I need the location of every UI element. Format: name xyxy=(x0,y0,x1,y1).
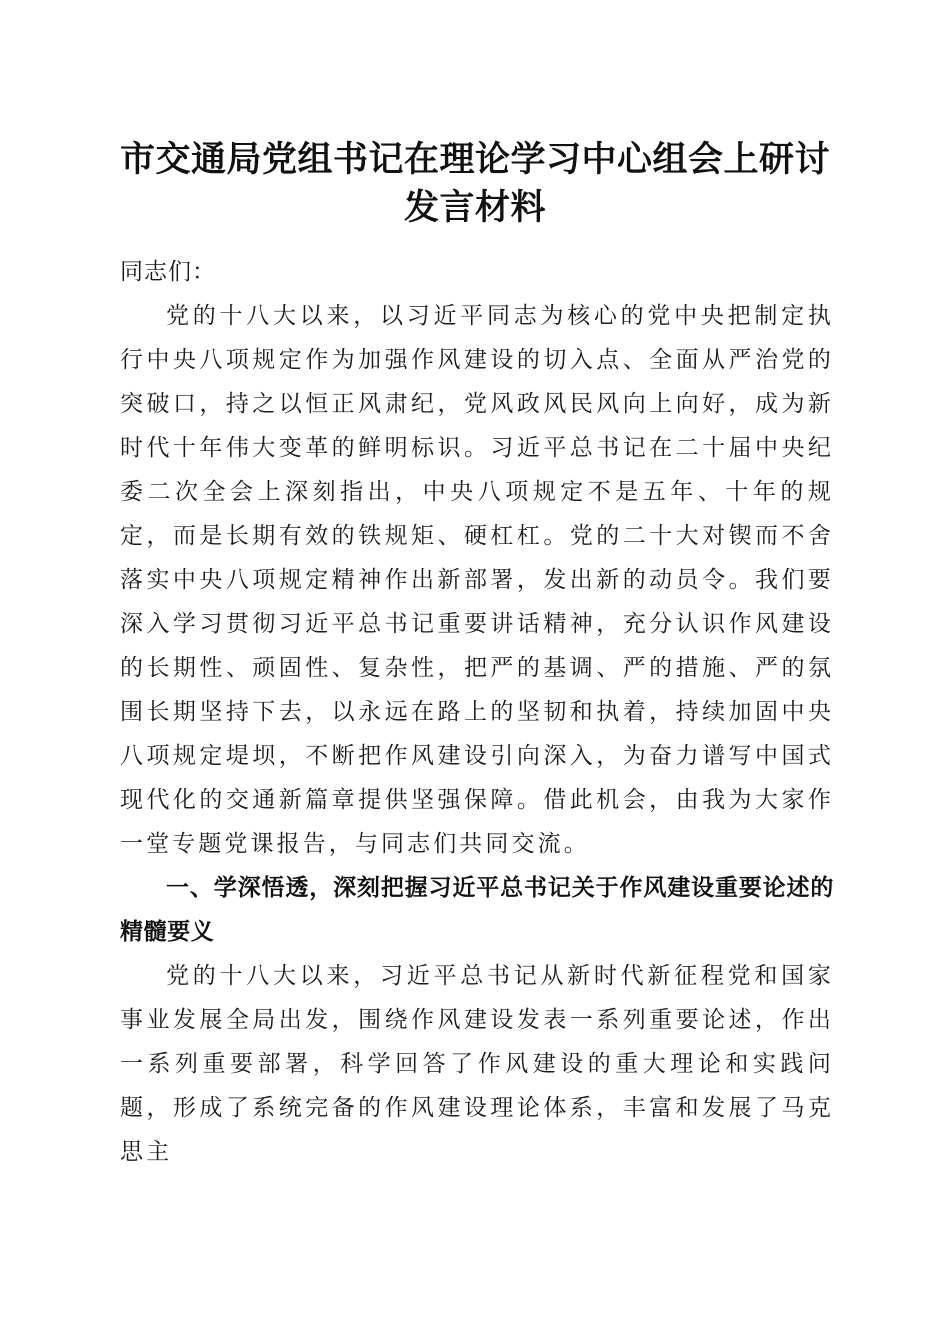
salutation: 同志们： xyxy=(120,259,216,285)
section-heading-1: 一、学深悟透，深刻把握习近平总书记关于作风建设重要论述的精髓要义 xyxy=(120,875,834,945)
intro-paragraph: 党的十八大以来，以习近平同志为核心的党中央把制定执行中央八项规定作为加强作风建设的切入点、全面从严治党的突破口，持之以恒正风肃纪，党风政风民风向上向好，成为新时代十年伟大变革的鲜明标识。习近平总书记在二十届中央纪委二次全会上深刻指出，中央八项规定不是五年、十年的规定，而是长期有效的铁规矩、硬杠杠。党的二十大对锲而不舍落实中央八项规定精神作出新部署，发出新的动员令。我们要深入学习贯彻习近平总书记重要讲话精神，充分认识作风建设的长期性、顽固性、复杂性，把严的基调、严的措施、严的氛围长期坚持下去，以永远在路上的坚韧和执着，持续加固中央八项规定堤坝，不断把作风建设引向深入，为奋力谱写中国式现代化的交通新篇章提供坚强保障。借此机会，由我为大家作一堂专题党课报告，与同志们共同交流。 xyxy=(120,303,834,857)
section-1-paragraph: 党的十八大以来，习近平总书记从新时代新征程党和国家事业发展全局出发，围绕作风建设发表一系列重要论述，作出一系列重要部署，科学回答了作风建设的重大理论和实践问题，形成了系统完备的作风建设理论体系，丰富和发展了马克思主 xyxy=(120,963,834,1165)
title-line-1: 市交通局党组书记在理论学习中心组会上研讨 xyxy=(119,139,830,180)
document-body xyxy=(120,250,834,1174)
document-title xyxy=(100,136,850,232)
title-line-2: 发言材料 xyxy=(403,187,546,228)
